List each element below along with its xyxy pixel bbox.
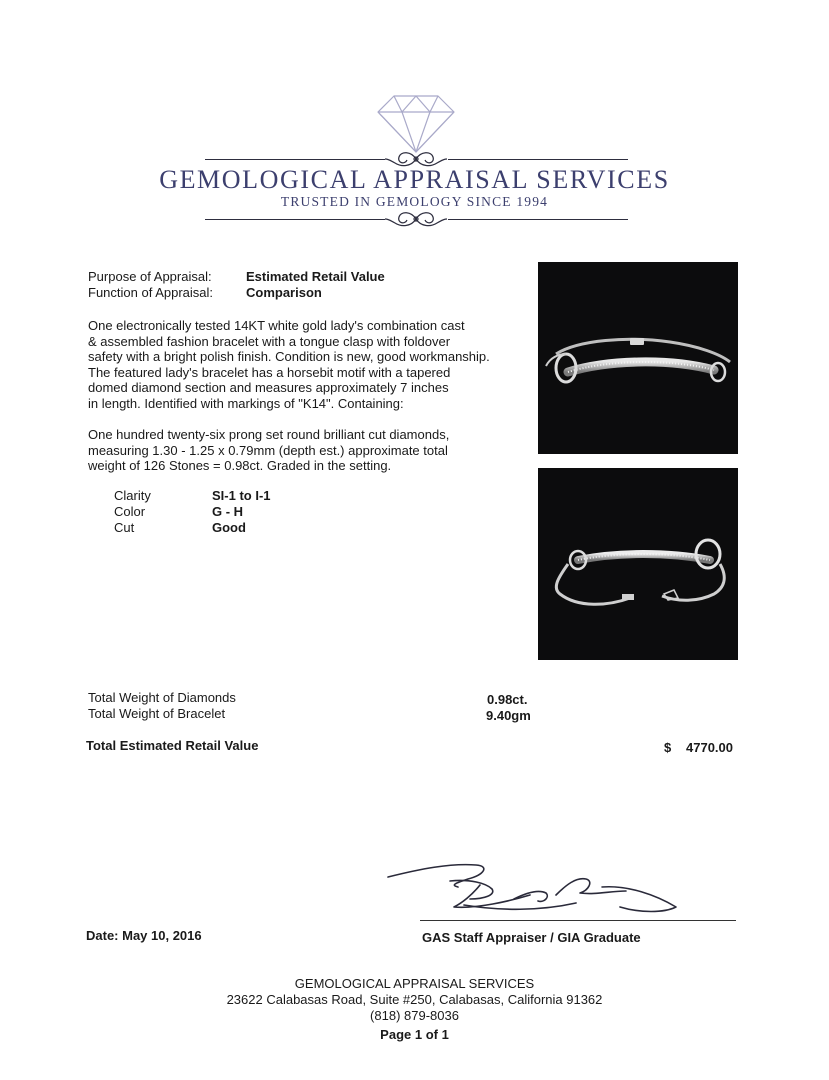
bracelet-photo-open xyxy=(538,468,738,660)
company-name-heading: GEMOLOGICAL APPRAISAL SERVICES xyxy=(159,165,670,194)
page-number: Page 1 of 1 xyxy=(380,1027,449,1042)
total-diamond-weight-value: 0.98ct. xyxy=(487,692,528,707)
company-tagline: TRUSTED IN GEMOLOGY SINCE 1994 xyxy=(280,194,549,209)
letterhead-bottom-rule-right xyxy=(448,219,628,220)
letterhead-bottom-rule-left xyxy=(205,219,385,220)
grade-value-clarity: SI-1 to I-1 xyxy=(212,488,271,503)
grade-label-color: Color xyxy=(114,504,146,519)
letterhead-top-rule-left xyxy=(205,159,385,160)
purpose-value: Estimated Retail Value xyxy=(246,269,385,284)
function-label: Function of Appraisal: xyxy=(88,285,214,300)
total-diamond-weight-label: Total Weight of Diamonds xyxy=(88,690,236,705)
grade-value-color: G - H xyxy=(212,504,244,519)
footer-company-name: GEMOLOGICAL APPRAISAL SERVICES xyxy=(294,976,535,991)
grade-label-clarity: Clarity xyxy=(114,488,151,503)
scroll-flourish-icon xyxy=(381,207,451,231)
footer-phone: (818) 879-8036 xyxy=(370,1008,459,1023)
appraiser-title: GAS Staff Appraiser / GIA Graduate xyxy=(422,930,641,945)
grade-label-cut: Cut xyxy=(114,520,135,535)
diamond-description: One hundred twenty-six prong set round brilliant cut diamonds, measuring 1.30 - 1.25 x 0.79mm (depth est.) approximate total weight of 126 Stones = 0.98ct. Graded in the setting. xyxy=(88,427,450,474)
total-retail-value: 4770.00 xyxy=(686,740,733,755)
appraiser-signature xyxy=(380,855,700,925)
currency-symbol: $ xyxy=(664,740,672,755)
bracelet-photo-front xyxy=(538,262,738,454)
diamond-logo-icon xyxy=(376,92,456,154)
total-bracelet-weight-label: Total Weight of Bracelet xyxy=(88,706,226,721)
appraisal-date: Date: May 10, 2016 xyxy=(86,928,202,943)
function-value: Comparison xyxy=(246,285,322,300)
signature-line xyxy=(420,920,736,921)
total-bracelet-weight-value: 9.40gm xyxy=(486,708,531,723)
grade-value-cut: Good xyxy=(212,520,246,535)
item-description: One electronically tested 14KT white gold lady's combination cast & assembled fashion bracelet with a tongue clasp with foldover safety with a bright polish finish. Condition is new, good workmanship. The featured lady's bracelet has a horsebit motif with a tapered domed diamond section and measures approximately 7 inches in length. Identified with markings of "K14". Containing: xyxy=(88,318,490,411)
purpose-label: Purpose of Appraisal: xyxy=(88,269,212,284)
total-retail-value-label: Total Estimated Retail Value xyxy=(86,738,259,753)
footer-address: 23622 Calabasas Road, Suite #250, Calabasas, California 91362 xyxy=(226,992,603,1007)
letterhead-top-rule-right xyxy=(448,159,628,160)
